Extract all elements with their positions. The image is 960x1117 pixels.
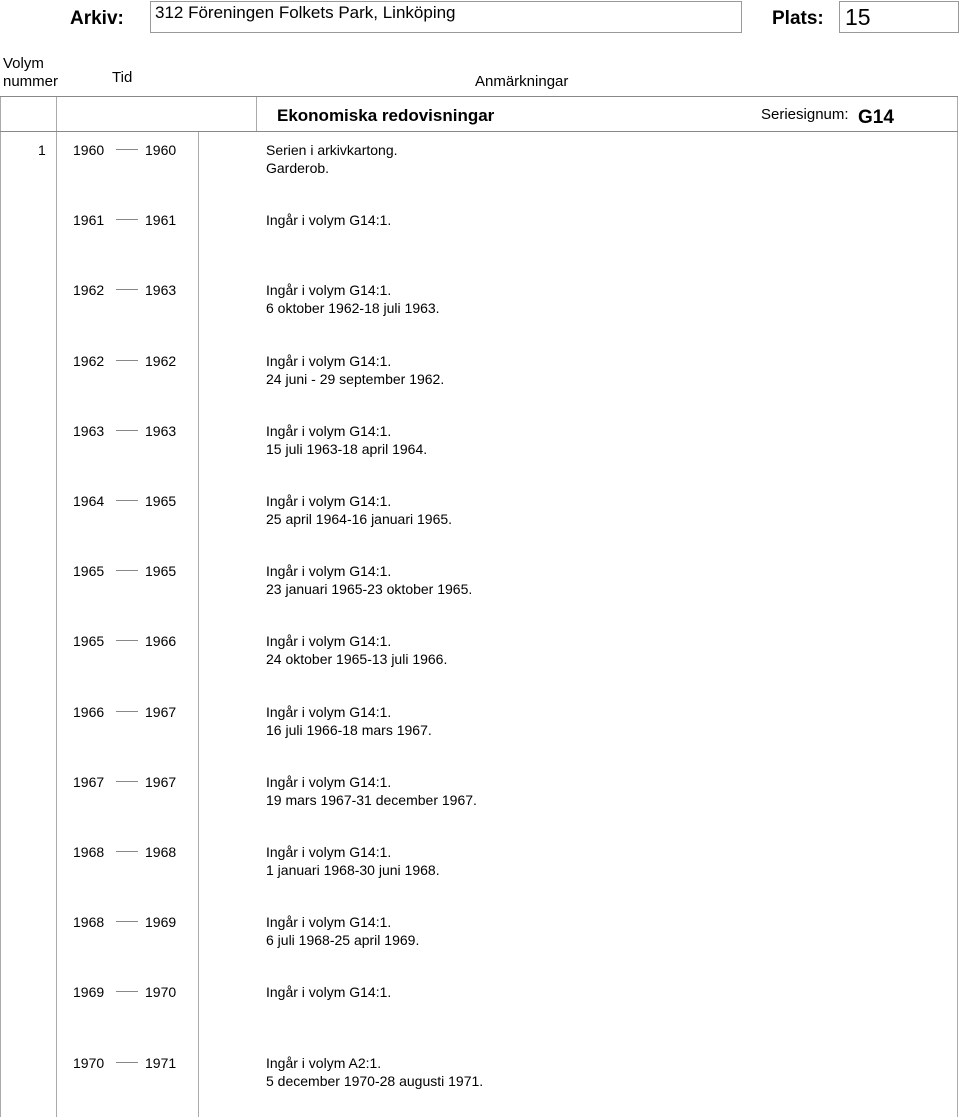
year-to: 1966 — [145, 633, 177, 649]
note-line: Garderob. — [266, 160, 330, 176]
year-to: 1969 — [145, 914, 177, 930]
note-line: Ingår i volym G14:1. — [266, 212, 392, 228]
column-header-anmarkningar: Anmärkningar — [475, 73, 569, 90]
range-dash — [116, 219, 138, 220]
year-to: 1963 — [145, 423, 177, 439]
row-notes — [266, 632, 447, 668]
note-line: Ingår i volym G14:1. — [266, 282, 392, 298]
column-header-volym — [3, 55, 58, 91]
year-from: 1960 — [73, 142, 105, 158]
range-dash — [116, 991, 138, 992]
volym-line-2: nummer — [3, 73, 59, 90]
year-to: 1965 — [145, 493, 177, 509]
row-notes — [266, 562, 472, 598]
header-rule-bottom — [0, 131, 958, 132]
note-line: 24 oktober 1965-13 juli 1966. — [266, 651, 448, 667]
note-line: Ingår i volym G14:1. — [266, 423, 392, 439]
year-from: 1963 — [73, 423, 105, 439]
year-from: 1970 — [73, 1055, 105, 1071]
year-from: 1965 — [73, 633, 105, 649]
year-to: 1967 — [145, 704, 177, 720]
series-header-divider — [256, 96, 257, 132]
note-line: 1 januari 1968-30 juni 1968. — [266, 862, 440, 878]
tid-column-divider — [198, 132, 199, 1117]
year-from: 1961 — [73, 212, 105, 228]
row-notes — [266, 703, 432, 739]
range-dash — [116, 921, 138, 922]
range-dash — [116, 781, 138, 782]
year-from: 1968 — [73, 844, 105, 860]
row-notes — [266, 422, 427, 458]
row-notes — [266, 983, 391, 1001]
note-line: Ingår i volym G14:1. — [266, 914, 392, 930]
note-line: Ingår i volym A2:1. — [266, 1055, 382, 1071]
right-border — [957, 96, 958, 1117]
row-notes — [266, 492, 452, 528]
plats-value: 15 — [845, 4, 871, 30]
row-notes — [266, 352, 444, 388]
row-notes — [266, 773, 477, 809]
year-from: 1964 — [73, 493, 105, 509]
note-line: 5 december 1970-28 augusti 1971. — [266, 1073, 484, 1089]
year-from: 1967 — [73, 774, 105, 790]
note-line: Ingår i volym G14:1. — [266, 844, 392, 860]
year-to: 1963 — [145, 282, 177, 298]
note-line: 25 april 1964-16 januari 1965. — [266, 511, 453, 527]
range-dash — [116, 500, 138, 501]
note-line: Ingår i volym G14:1. — [266, 493, 392, 509]
year-from: 1969 — [73, 984, 105, 1000]
range-dash — [116, 430, 138, 431]
range-dash — [116, 711, 138, 712]
year-to: 1970 — [145, 984, 177, 1000]
year-to: 1971 — [145, 1055, 177, 1071]
note-line: Ingår i volym G14:1. — [266, 353, 392, 369]
note-line: 6 juli 1968-25 april 1969. — [266, 932, 420, 948]
series-signum-label: Seriesignum: — [761, 106, 849, 123]
header-rule-top — [0, 96, 958, 97]
series-signum-value: G14 — [858, 107, 894, 128]
plats-label: Plats: — [772, 8, 824, 29]
note-line: Ingår i volym G14:1. — [266, 984, 392, 1000]
note-line: 23 januari 1965-23 oktober 1965. — [266, 581, 473, 597]
year-to: 1961 — [145, 212, 177, 228]
volym-column-divider — [56, 96, 57, 1117]
note-line: 15 juli 1963-18 april 1964. — [266, 441, 428, 457]
note-line: Ingår i volym G14:1. — [266, 704, 392, 720]
range-dash — [116, 149, 138, 150]
year-to: 1968 — [145, 844, 177, 860]
year-from: 1966 — [73, 704, 105, 720]
row-notes — [266, 211, 391, 229]
range-dash — [116, 570, 138, 571]
row-notes — [266, 141, 398, 177]
range-dash — [116, 1062, 138, 1063]
year-to: 1967 — [145, 774, 177, 790]
note-line: 24 juni - 29 september 1962. — [266, 371, 445, 387]
note-line: 6 oktober 1962-18 juli 1963. — [266, 300, 440, 316]
row-notes — [266, 913, 419, 949]
row-notes — [266, 1054, 483, 1090]
note-line: Ingår i volym G14:1. — [266, 774, 392, 790]
left-border — [0, 96, 1, 1117]
note-line: Serien i arkivkartong. — [266, 142, 398, 158]
note-line: Ingår i volym G14:1. — [266, 633, 392, 649]
range-dash — [116, 289, 138, 290]
year-from: 1968 — [73, 914, 105, 930]
volume-number: 1 — [38, 142, 46, 158]
range-dash — [116, 851, 138, 852]
note-line: Ingår i volym G14:1. — [266, 563, 392, 579]
year-to: 1960 — [145, 142, 177, 158]
year-from: 1965 — [73, 563, 105, 579]
note-line: 16 juli 1966-18 mars 1967. — [266, 722, 432, 738]
year-to: 1962 — [145, 353, 177, 369]
arkiv-value: 312 Föreningen Folkets Park, Linköping — [155, 3, 456, 22]
note-line: 19 mars 1967-31 december 1967. — [266, 792, 477, 808]
arkiv-label: Arkiv: — [70, 8, 124, 29]
series-title: Ekonomiska redovisningar — [277, 106, 495, 125]
range-dash — [116, 360, 138, 361]
year-from: 1962 — [73, 353, 105, 369]
year-to: 1965 — [145, 563, 177, 579]
volym-line-1: Volym — [3, 55, 44, 72]
column-header-tid: Tid — [112, 69, 133, 86]
row-notes — [266, 281, 440, 317]
year-from: 1962 — [73, 282, 105, 298]
row-notes — [266, 843, 440, 879]
range-dash — [116, 640, 138, 641]
